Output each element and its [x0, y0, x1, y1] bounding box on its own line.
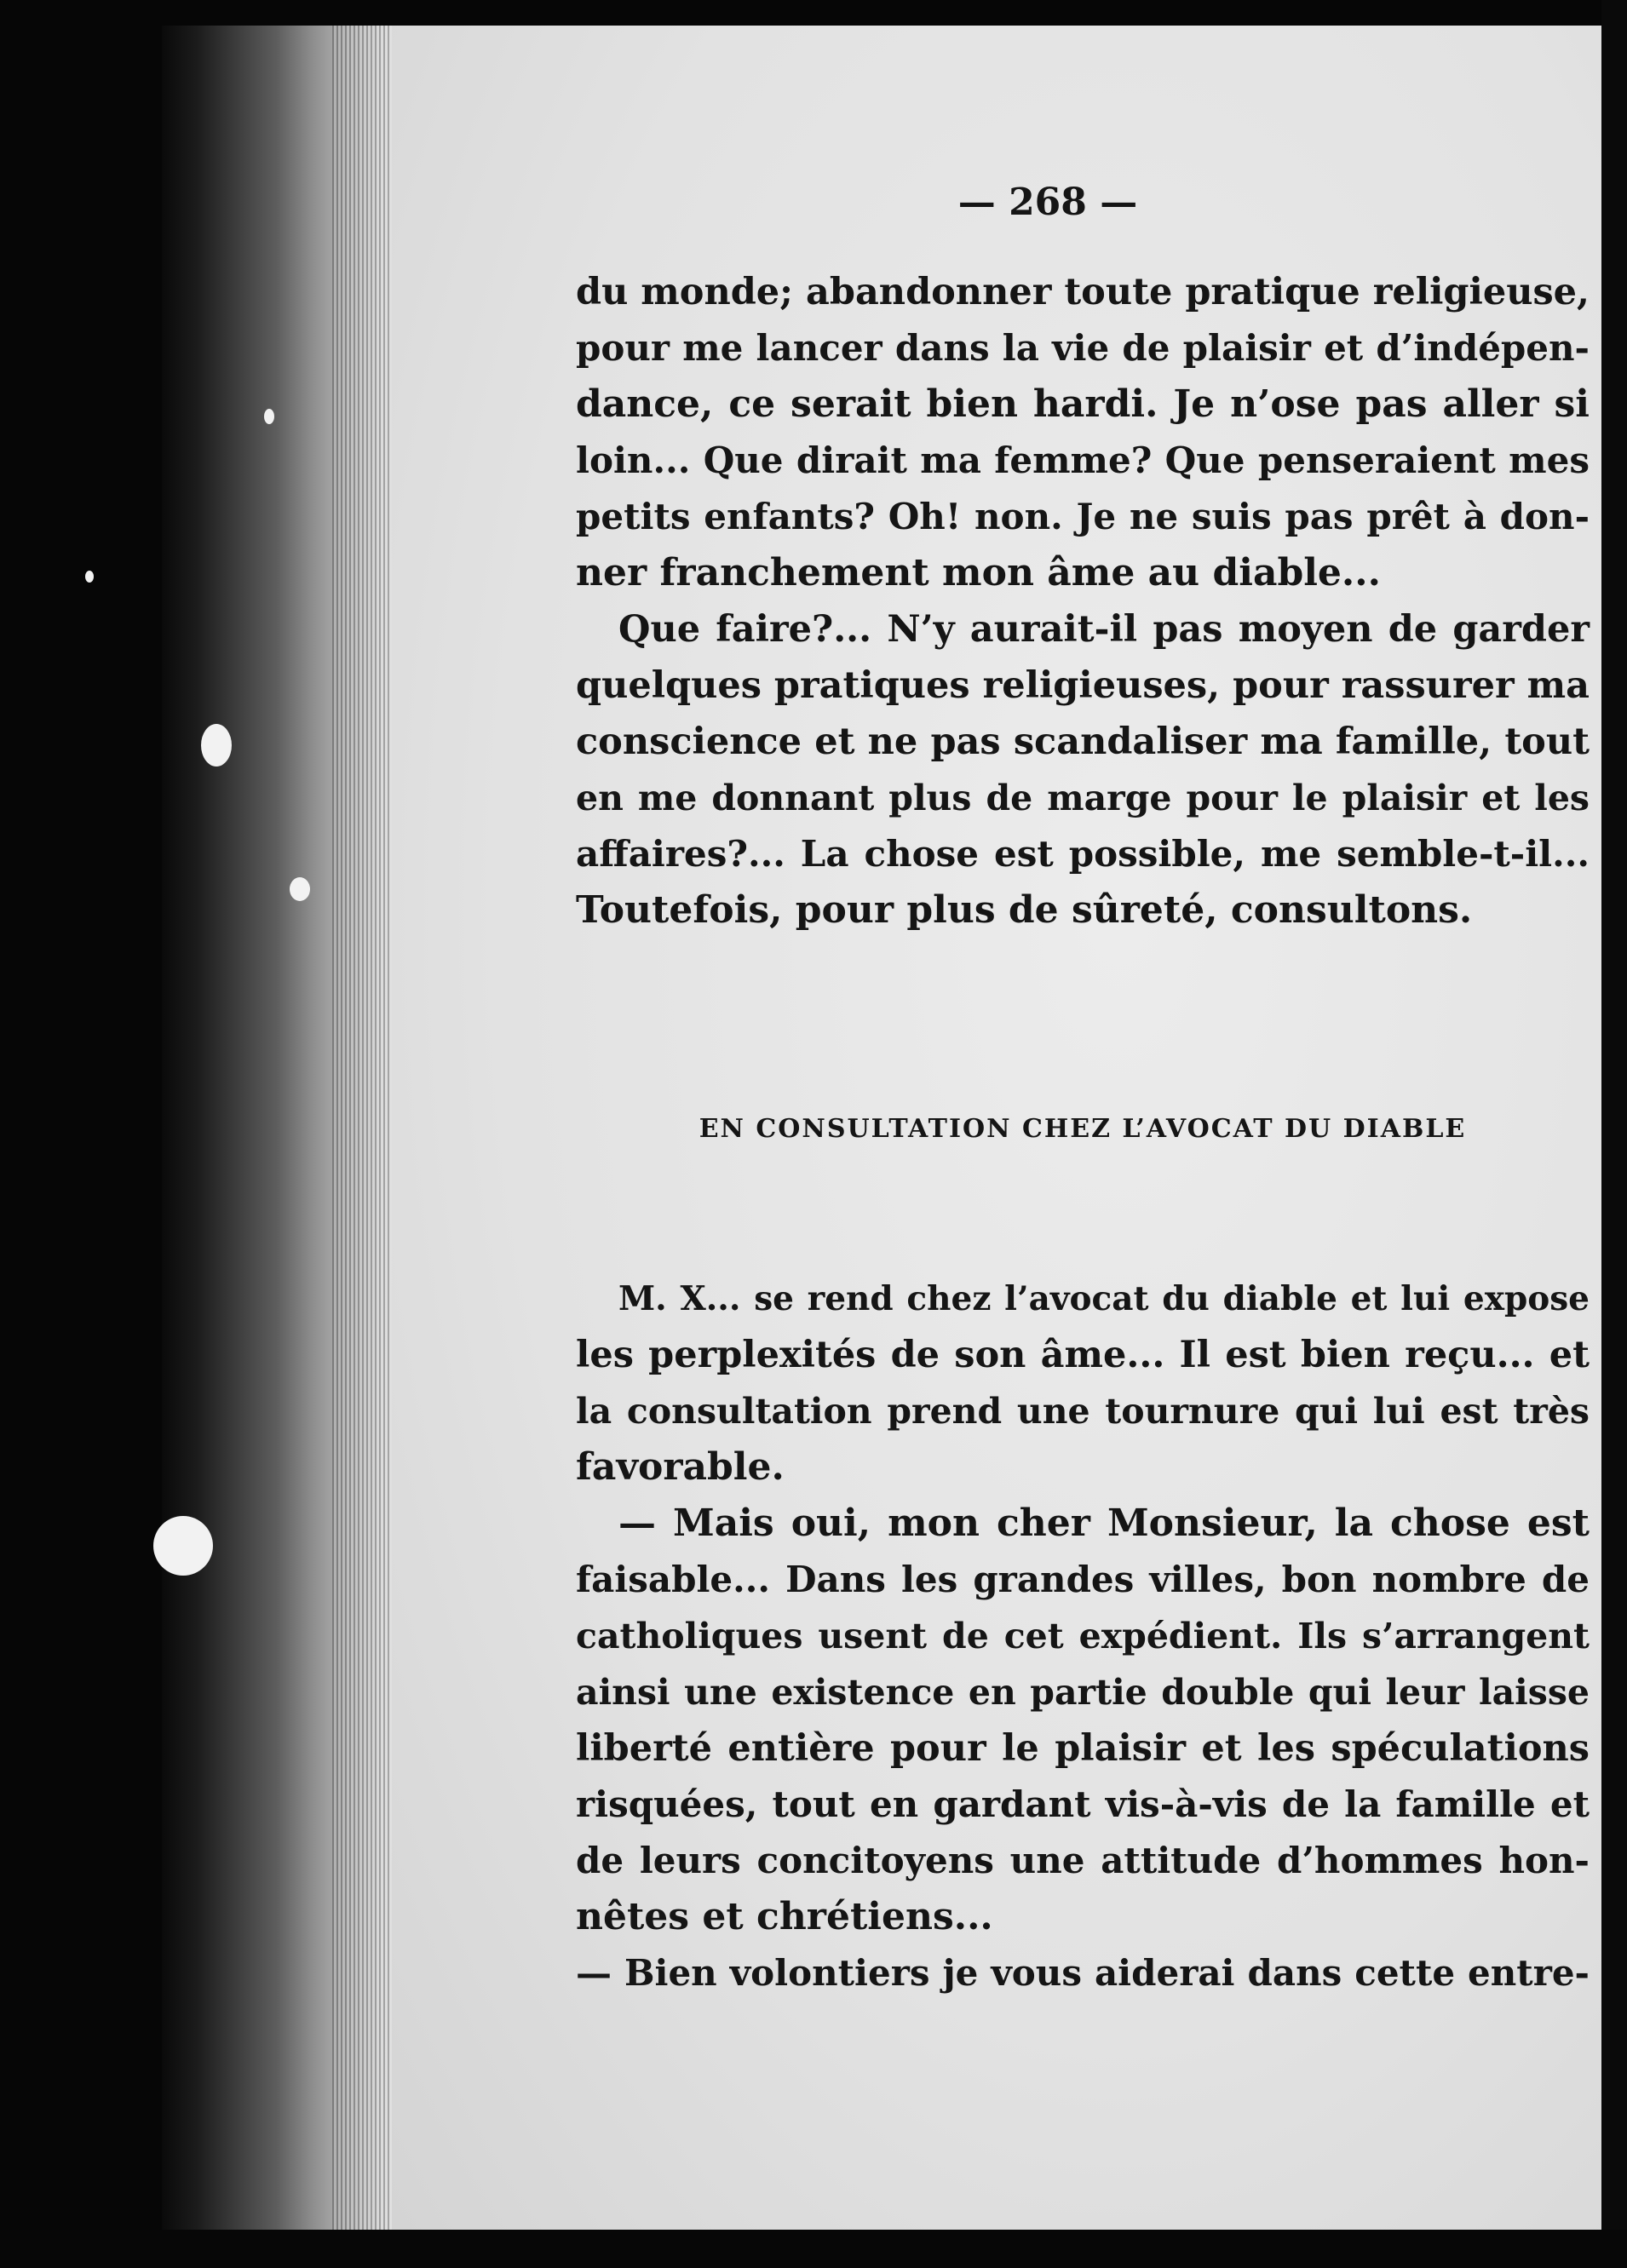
- text-line: en me donnant plus de marge pour le plaisir et les: [576, 778, 1590, 818]
- scan-speck: [85, 571, 94, 583]
- text-line: liberté entière pour le plaisir et les spéculations: [576, 1727, 1590, 1770]
- text-line: affaires?... La chose est possible, me semble-t-il...: [576, 833, 1590, 875]
- paragraph: [576, 1945, 1590, 2001]
- text-line: Toutefois, pour plus de sûreté, consultons.: [576, 888, 1473, 932]
- text-line: conscience et ne pas scandaliser ma famille, tout: [576, 721, 1590, 763]
- scan-speck: [290, 877, 310, 901]
- text-line: — Mais oui, mon cher Monsieur, la chose est: [618, 1501, 1590, 1545]
- text-line: risquées, tout en gardant vis-à-vis de la famille et: [576, 1783, 1590, 1825]
- text-line: ainsi une existence en partie double qui leur laisse: [576, 1672, 1590, 1713]
- bottom-scan-edge: [0, 2230, 1627, 2268]
- text-line: — Bien volontiers je vous aiderai dans cette entre-: [576, 1952, 1590, 1994]
- bottom-text-block: [576, 1271, 1590, 2001]
- text-line: loin... Que dirait ma femme? Que penseraient mes: [576, 439, 1590, 481]
- text-line: petits enfants? Oh! non. Je ne suis pas prêt à don-: [576, 496, 1590, 537]
- text-line: Que faire?... N’y aurait-il pas moyen de garder: [618, 608, 1590, 651]
- paragraph: [576, 1496, 1590, 1945]
- text-line: M. X... se rend chez l’avocat du diable et lui expose: [618, 1279, 1590, 1318]
- text-line: de leurs concitoyens une attitude d’hommes hon-: [576, 1840, 1590, 1881]
- paragraph: [576, 601, 1590, 939]
- text-line: quelques pratiques religieuses, pour rassurer ma: [576, 664, 1590, 707]
- text-line: catholiques usent de cet expédient. Ils s’arrangent: [576, 1616, 1590, 1657]
- paragraph: [576, 264, 1590, 601]
- text-line: favorable.: [576, 1445, 785, 1489]
- text-line: les perplexités de son âme... Il est bien reçu... et: [576, 1334, 1590, 1376]
- text-line: faisable... Dans les grandes villes, bon nombre de: [576, 1559, 1590, 1600]
- scan-speck: [264, 409, 274, 424]
- top-text-block: [576, 264, 1590, 939]
- right-scan-edge: [1601, 0, 1627, 2268]
- page-number: — 268 —: [957, 181, 1138, 224]
- section-heading: EN CONSULTATION CHEZ L’AVOCAT DU DIABLE: [699, 1114, 1467, 1144]
- text-line: ner franchement mon âme au diable...: [576, 551, 1381, 594]
- text-line: dance, ce serait bien hardi. Je n’ose pas aller si: [576, 382, 1590, 426]
- text-line: la consultation prend une tournure qui lui est très: [576, 1391, 1590, 1432]
- text-line: nêtes et chrétiens...: [576, 1895, 993, 1938]
- text-line: pour me lancer dans la vie de plaisir et d’indépen-: [576, 327, 1590, 369]
- scan-speck: [201, 724, 232, 767]
- scan-speck: [153, 1516, 213, 1576]
- binding-texture: [332, 26, 392, 2231]
- text-line: du monde; abandonner toute pratique religieuse,: [576, 271, 1590, 313]
- paragraph: [576, 1271, 1590, 1496]
